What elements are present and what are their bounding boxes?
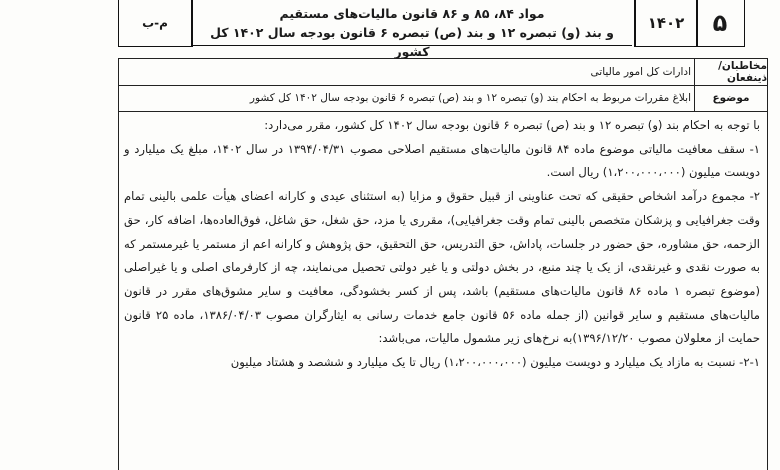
paragraph-2: ۲- مجموع درآمد اشخاص حقیقی که تحت عناوینی از قبیل حقوق و مزایا (به استثنای عیدی و کارانه اعضای هیأت علمی بالینی تمام وقت جغرافیایی و پزشکان متخصص بالینی تمام وقت جغرافیایی)، مقرری یا مزد، حق شغل، حق شاغل، فوق‌العاده‌ها، اضافه کار، حق الزحمه، حق مشاوره، حق حضور در جلسات، پاداش، حق التدریس، حق التحقیق، حق پژوهش و کارانه اعم از مستمر یا غیرمستمر که به صورت نقدی و غیرنقدی، از یک یا چند منبع، در بخش دولتی و یا غیر دولتی تحصیل می‌نمایند، چه از کارفرمای اصلی و یا غیراصلی (موضوع تبصره ۱ ماده ۸۶ قانون مالیات‌های مستقیم) باشد، پس از کسر بخشودگی، معافیت و سایر مشوق‌های مقرر در قانون مالیات‌های مستقیم و سایر قوانین (از جمله ماده ۵۶ قانون جامع خدمات رسانی به ایثارگران مصوب ۱۳۸۶/۰۴/۰۳، ماده ۲۵ قانون حمایت از معلولان مصوب ۱۳۹۶/۱۲/۲۰)به نرخ‌های زیر مشمول مالیات، می‌باشد: (124, 189, 761, 346)
intro-paragraph: با توجه به احکام بند (و) تبصره ۱۲ و بند (ص) تبصره ۶ قانون بودجه سال ۱۴۰۲ کل کشور، مقرر می‌دارد: (264, 118, 760, 132)
paragraph-2-1: ۲-۱- نسبت به مازاد یک میلیارد و دویست میلیون (۱،۲۰۰،۰۰۰،۰۰۰) ریال تا یک میلیارد و ششصد و هشتاد میلیون (230, 355, 760, 370)
paragraph-1: ۱- سقف معافیت مالیاتی موضوع ماده ۸۴ قانون مالیات‌های مستقیم اصلاحی مصوب ۱۳۹۴/۰۴/۳۱ در سال ۱۴۰۲، مبلغ یک میلیارد و دویست میلیون (۱،۲۰۰،۰۰۰،۰۰۰) ریال است. (124, 141, 760, 180)
subject-row (119, 85, 767, 111)
subject-label: موضوع (694, 85, 767, 111)
header-table (118, 0, 744, 59)
audience-row (119, 59, 767, 86)
audience-label: مخاطبان/ذینفعان (694, 59, 767, 85)
subject-value: ابلاغ مقررات مربوط به احکام بند (و) تبصره ۱۲ و بند (ص) تبصره ۶ قانون بودجه سال ۱۴۰۲ کل کشور (249, 92, 691, 104)
document-number: ۵ (696, 0, 745, 47)
audience-value: ادارات کل امور مالیاتی (590, 66, 691, 78)
info-table (118, 58, 768, 112)
title-line-2: و بند (و) تبصره ۱۲ و بند (ص) تبصره ۶ قانون بودجه سال ۱۴۰۲ کل کشور (210, 25, 614, 59)
document-year: ۱۴۰۲ (634, 0, 698, 47)
title-line-1: مواد ۸۴، ۸۵ و ۸۶ قانون مالیات‌های مستقیم (279, 6, 545, 21)
document-code: م-ب (118, 0, 193, 47)
body-text (124, 114, 760, 375)
document-title (192, 0, 632, 59)
